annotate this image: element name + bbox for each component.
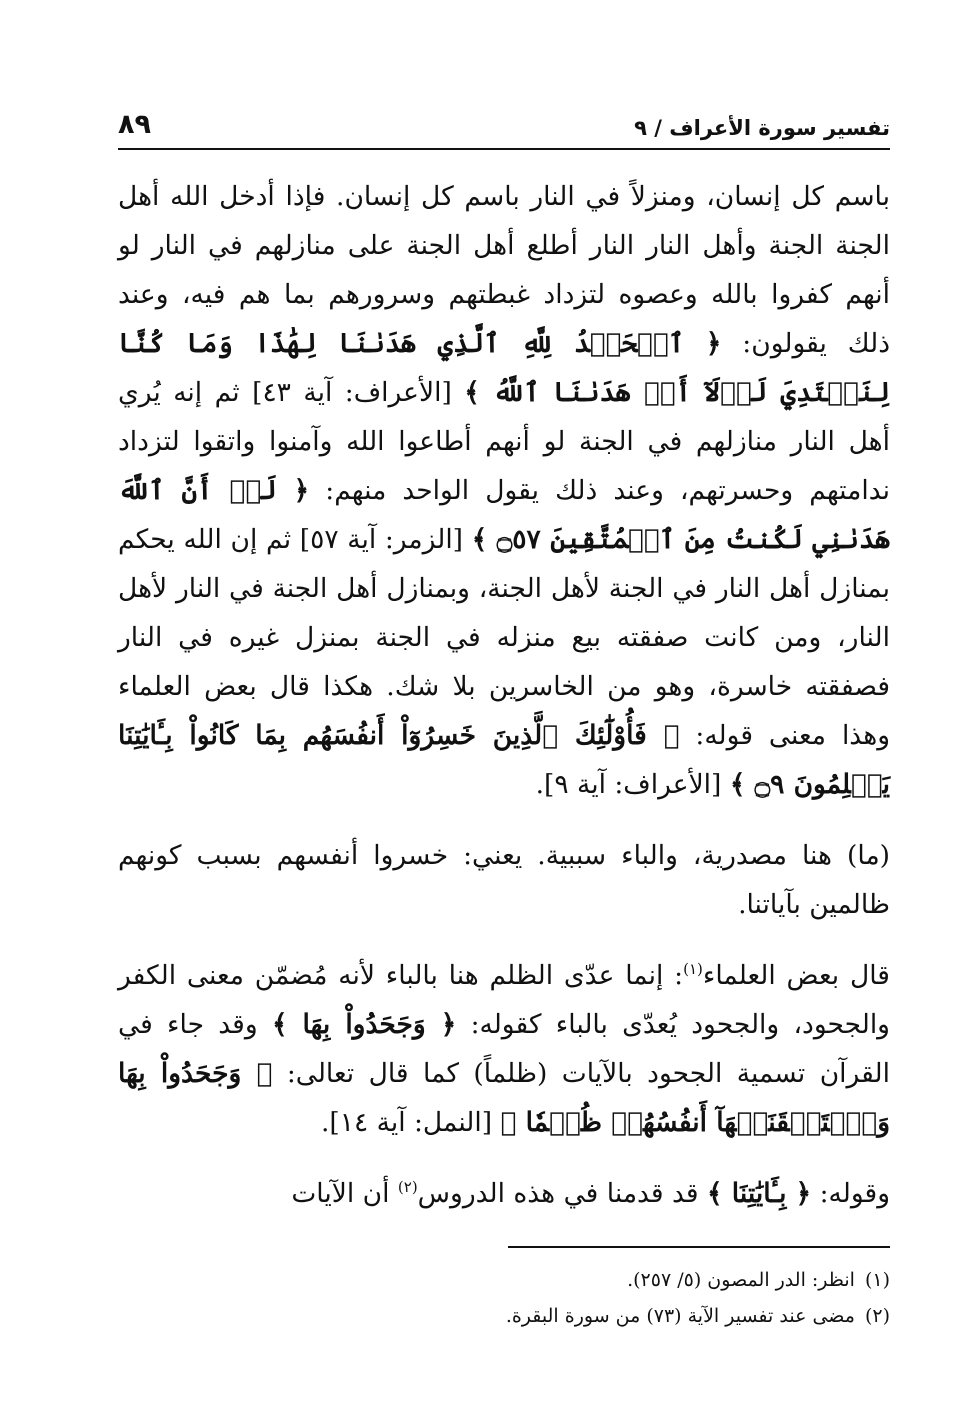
footnote-rule: [508, 1246, 890, 1248]
footnote-number: (٢): [864, 1305, 890, 1327]
header-rule: [118, 148, 890, 150]
quran-quote: ﴿ وَجَحَدُواْ بِهَا وَٱسۡتَيۡقَنَتۡهَآ أَنفُسُهُمۡ ظُلۡمٗا ﴾: [118, 1058, 890, 1138]
footnote-text: انظر: الدر المصون (٥/ ٢٥٧).: [627, 1269, 855, 1291]
footnote-text: مضى عند تفسير الآية (٧٣) من سورة البقرة.: [505, 1305, 855, 1327]
paragraph-2: [118, 831, 890, 929]
text-segment: وقد جاء في القرآن تسمية الجحود بالآيات (ظلماً) كما قال تعالى:: [118, 1009, 890, 1089]
quran-quote: ﴿ لَوۡ أَنَّ ٱللَّهَ هَدَىٰنِي لَكُنتُ مِنَ ٱلۡمُتَّقِينَ ۝٥٧ ﴾: [118, 475, 891, 555]
text-segment: باسم كل إنسان، ومنزلاً في النار باسم كل إنسان. فإذا أدخل الله أهل الجنة الجنة وأهل النار النار أطلع أهل الجنة على منازلهم في النار لو أنهم كفروا بالله وعصوه لتزداد غبطتهم وسرورهم بما هم فيه، وعند ذلك يقولون:: [118, 181, 890, 359]
quran-quote: ﴿ ٱلۡحَمۡدُ لِلَّهِ ٱلَّذِي هَدَىٰنَا لِهَٰذَا وَمَا كُنَّا لِنَهۡتَدِيَ لَوۡلَآ أَنۡ هَدَىٰنَا ٱللَّهُ ﴾: [118, 328, 890, 408]
footnote-marker: (٢): [397, 1178, 418, 1197]
page-header: [118, 98, 890, 140]
footnote-1: [118, 1262, 890, 1298]
book-page: [118, 98, 890, 1334]
paragraph-3: [118, 951, 890, 1147]
footnote-2: [118, 1298, 890, 1334]
running-title: تفسير سورة الأعراف / ٩: [634, 116, 890, 140]
text-segment: (ما) هنا مصدرية، والباء سببية. يعني: خسروا أنفسهم بسبب كونهم ظالمين بآياتنا.: [118, 840, 890, 920]
quran-quote: ﴿ وَجَحَدُواْ بِهَا ﴾: [271, 1009, 457, 1040]
text-segment: قال بعض العلماء: [702, 960, 890, 991]
text-segment: : إنما عدّى الظلم هنا بالباء لأنه مُضمّن معنى الكفر والجحود، والجحود يُعدّى بالباء كقوله:: [118, 960, 890, 1040]
text-segment: [النمل: آية ١٤].: [320, 1107, 501, 1138]
text-segment: [الأعراف: آية ٩].: [535, 769, 730, 800]
text-segment: وقوله:: [811, 1178, 890, 1209]
quran-quote: ﴿ فَأُوْلَٰٓئِكَ ٱلَّذِينَ خَسِرُوٓاْ أَنفُسَهُم بِمَا كَانُواْ بِـَٔايَٰتِنَا يَظۡلِمُونَ ۝٩ ﴾: [118, 720, 890, 800]
footnote-number: (١): [864, 1269, 890, 1291]
paragraph-4: [118, 1169, 890, 1218]
text-segment: قد قدمنا في هذه الدروس: [417, 1178, 708, 1209]
paragraph-1: [118, 172, 890, 809]
page-number: ٨٩: [118, 109, 151, 140]
text-segment: أن الآيات: [291, 1178, 398, 1209]
footnotes: [118, 1262, 890, 1334]
text-segment: [الزمر: آية ٥٧] ثم إن الله يحكم بمنازل أهل النار في الجنة لأهل الجنة، وبمنازل أهل الجنة في النار لأهل النار، ومن كانت صفقته بيع منزله في الجنة بمنزل غيره في النار فصفقته خاسرة، وهو من الخاسرين بلا شك. هكذا قال بعض العلماء وهذا معنى قوله:: [118, 524, 890, 751]
footnote-marker: (١): [683, 960, 703, 979]
text-segment: [الأعراف: آية ٤٣] ثم إنه يُري أهل النار منازلهم في الجنة لو أنهم أطاعوا الله وآمنوا واتقوا لتزداد ندامتهم وحسرتهم، وعند ذلك يقول الواحد منهم:: [118, 377, 890, 506]
quran-quote: ﴿ بِـَٔايَٰتِنَا ﴾: [707, 1178, 812, 1209]
body-text: [118, 172, 890, 1218]
